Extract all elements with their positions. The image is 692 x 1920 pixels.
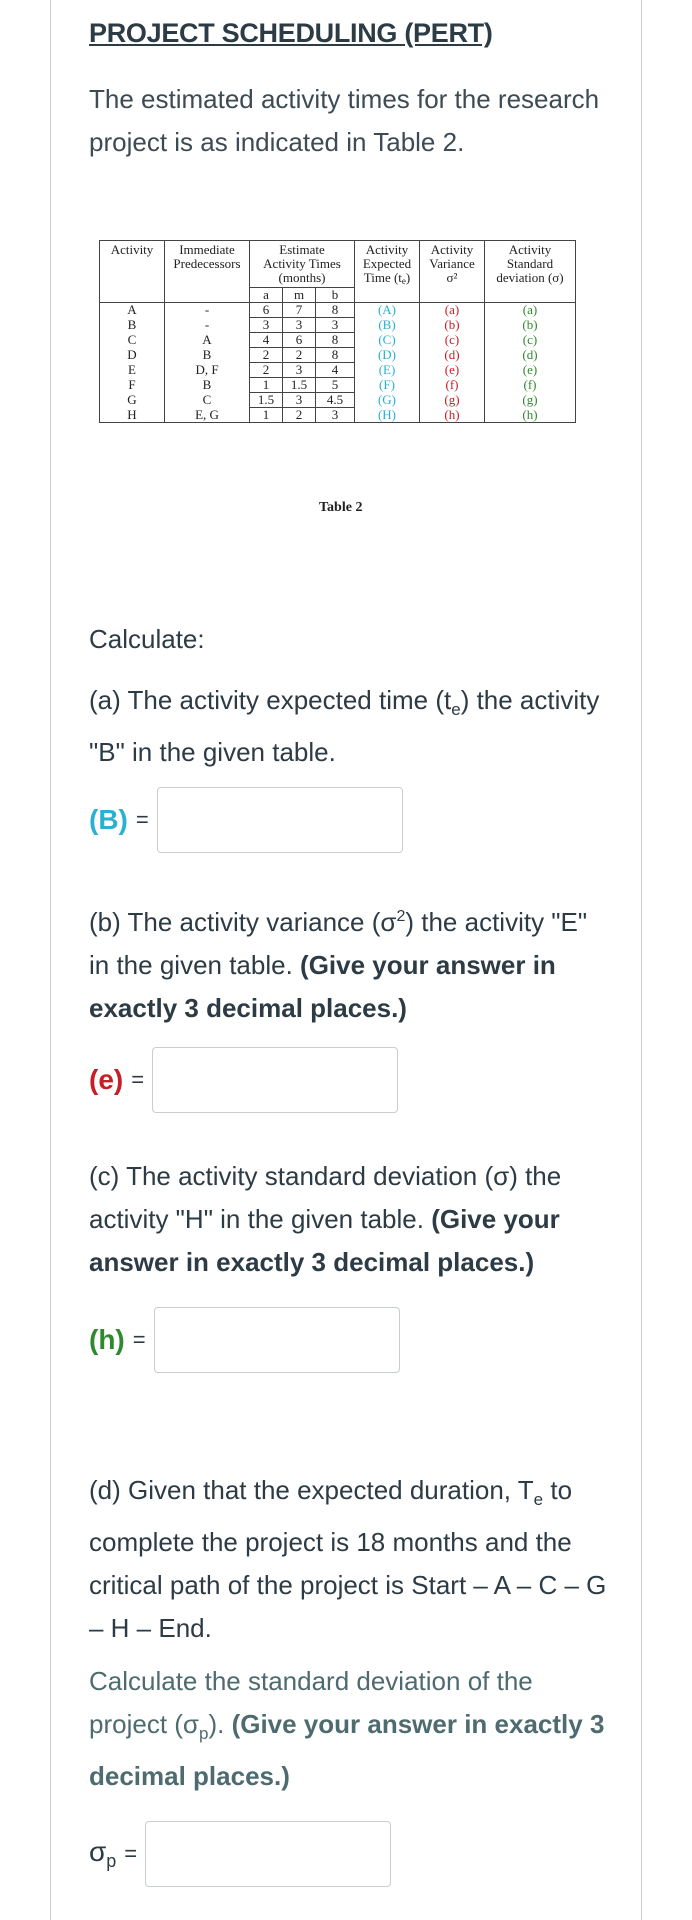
cell-a: 1 <box>250 408 283 423</box>
cell-var: (e) <box>420 363 485 378</box>
equals-sign: = <box>132 1327 146 1352</box>
header-variance: Activity Variance σ² <box>420 241 485 303</box>
pert-table-wrapper <box>99 240 576 423</box>
cell-m: 3 <box>283 393 316 408</box>
cell-sd: (h) <box>485 408 576 423</box>
cell-pred: A <box>165 333 250 348</box>
cell-sd: (b) <box>485 318 576 333</box>
question-d-text: (d) Given that the expected duration, $T_e$ to complete the project is 18 months and the critical path of the project is Start – A – C – G – H – End. <box>89 1475 607 1643</box>
cell-te: (G) <box>355 393 420 408</box>
pert-table <box>99 240 576 423</box>
calculate-heading: Calculate: <box>89 624 205 654</box>
table-row <box>100 408 576 423</box>
table-row <box>100 333 576 348</box>
equals-sign: = <box>135 807 149 832</box>
cell-pred: - <box>165 303 250 318</box>
table-row <box>100 393 576 408</box>
table-header-row <box>100 241 576 288</box>
cell-sd: (c) <box>485 333 576 348</box>
header-a: a <box>250 288 283 303</box>
cell-m: 6 <box>283 333 316 348</box>
table-row <box>100 378 576 393</box>
page-title: PROJECT SCHEDULING (PERT) <box>89 18 493 48</box>
answer-input-a[interactable] <box>157 787 403 853</box>
cell-te: (A) <box>355 303 420 318</box>
cell-var: (a) <box>420 303 485 318</box>
cell-pred: B <box>165 348 250 363</box>
cell-m: 3 <box>283 318 316 333</box>
answer-label-b: (B) <box>89 804 128 835</box>
cell-b: 8 <box>316 348 355 363</box>
answer-label-e: (e) <box>89 1064 124 1095</box>
cell-act: B <box>100 318 165 333</box>
answer-input-d[interactable] <box>145 1821 391 1887</box>
table-row <box>100 348 576 363</box>
cell-b: 4.5 <box>316 393 355 408</box>
question-a-text: (a) The activity expected time $(t_e)$ the activity "B" in the given table. <box>89 685 600 767</box>
table-row <box>100 363 576 378</box>
pert-table-body <box>100 303 576 423</box>
cell-te: (C) <box>355 333 420 348</box>
equals-sign: = <box>124 1841 138 1866</box>
cell-pred: - <box>165 318 250 333</box>
cell-a: 1 <box>250 378 283 393</box>
cell-b: 4 <box>316 363 355 378</box>
question-b-text: (b) The activity variance $(\sigma^2)$ the activity "E" in the given table. (Give your answer in exactly 3 decimal places.) <box>89 907 588 1023</box>
cell-sd: (e) <box>485 363 576 378</box>
question-d-calculate-text: Calculate the standard deviation of the project $(\sigma_p)$. (Give your answer in exactly 3 decimal places.) <box>89 1666 605 1791</box>
cell-te: (H) <box>355 408 420 423</box>
cell-b: 8 <box>316 333 355 348</box>
table-row <box>100 318 576 333</box>
header-activity: Activity <box>100 241 165 303</box>
cell-a: 6 <box>250 303 283 318</box>
cell-a: 1.5 <box>250 393 283 408</box>
cell-m: 7 <box>283 303 316 318</box>
cell-m: 3 <box>283 363 316 378</box>
cell-act: C <box>100 333 165 348</box>
answer-row-c <box>89 1306 400 1374</box>
cell-act: F <box>100 378 165 393</box>
answer-label-sigma-p: $\sigma_p$ <box>89 1836 117 1871</box>
question-c-text: (c) The activity standard deviation (σ) the activity "H" in the given table. (Give your answer in exactly 3 decimal places.) <box>89 1161 562 1277</box>
cell-act: E <box>100 363 165 378</box>
cell-sd: (a) <box>485 303 576 318</box>
cell-a: 3 <box>250 318 283 333</box>
cell-te: (F) <box>355 378 420 393</box>
cell-var: (f) <box>420 378 485 393</box>
cell-act: A <box>100 303 165 318</box>
answer-row-a <box>89 786 403 854</box>
answer-row-d <box>89 1820 391 1888</box>
intro-text: The estimated activity times for the research project is as indicated in Table 2. <box>89 84 600 157</box>
cell-b: 5 <box>316 378 355 393</box>
cell-var: (d) <box>420 348 485 363</box>
cell-var: (g) <box>420 393 485 408</box>
cell-sd: (g) <box>485 393 576 408</box>
table-row <box>100 303 576 318</box>
cell-m: 2 <box>283 348 316 363</box>
answer-input-b[interactable] <box>152 1047 398 1113</box>
question-panel <box>50 0 642 1920</box>
cell-pred: B <box>165 378 250 393</box>
header-predecessors: Immediate Predecessors <box>165 241 250 303</box>
cell-te: (E) <box>355 363 420 378</box>
header-estimate: Estimate Activity Times (months) <box>250 241 355 288</box>
cell-b: 8 <box>316 303 355 318</box>
cell-te: (B) <box>355 318 420 333</box>
cell-te: (D) <box>355 348 420 363</box>
cell-act: D <box>100 348 165 363</box>
cell-var: (h) <box>420 408 485 423</box>
cell-a: 4 <box>250 333 283 348</box>
table-caption: Table 2 <box>319 500 363 515</box>
header-expected: Activity Expected Time (te) <box>355 241 420 303</box>
cell-m: 1.5 <box>283 378 316 393</box>
answer-label-h: (h) <box>89 1324 125 1355</box>
cell-pred: D, F <box>165 363 250 378</box>
answer-input-c[interactable] <box>154 1307 400 1373</box>
answer-row-b <box>89 1046 398 1114</box>
header-m: m <box>283 288 316 303</box>
cell-act: H <box>100 408 165 423</box>
header-b: b <box>316 288 355 303</box>
header-std-dev: Activity Standard deviation (σ) <box>485 241 576 303</box>
cell-sd: (d) <box>485 348 576 363</box>
cell-b: 3 <box>316 408 355 423</box>
equals-sign: = <box>131 1067 145 1092</box>
cell-var: (c) <box>420 333 485 348</box>
cell-var: (b) <box>420 318 485 333</box>
cell-act: G <box>100 393 165 408</box>
cell-pred: C <box>165 393 250 408</box>
cell-pred: E, G <box>165 408 250 423</box>
cell-sd: (f) <box>485 378 576 393</box>
cell-a: 2 <box>250 348 283 363</box>
cell-b: 3 <box>316 318 355 333</box>
cell-m: 2 <box>283 408 316 423</box>
cell-a: 2 <box>250 363 283 378</box>
